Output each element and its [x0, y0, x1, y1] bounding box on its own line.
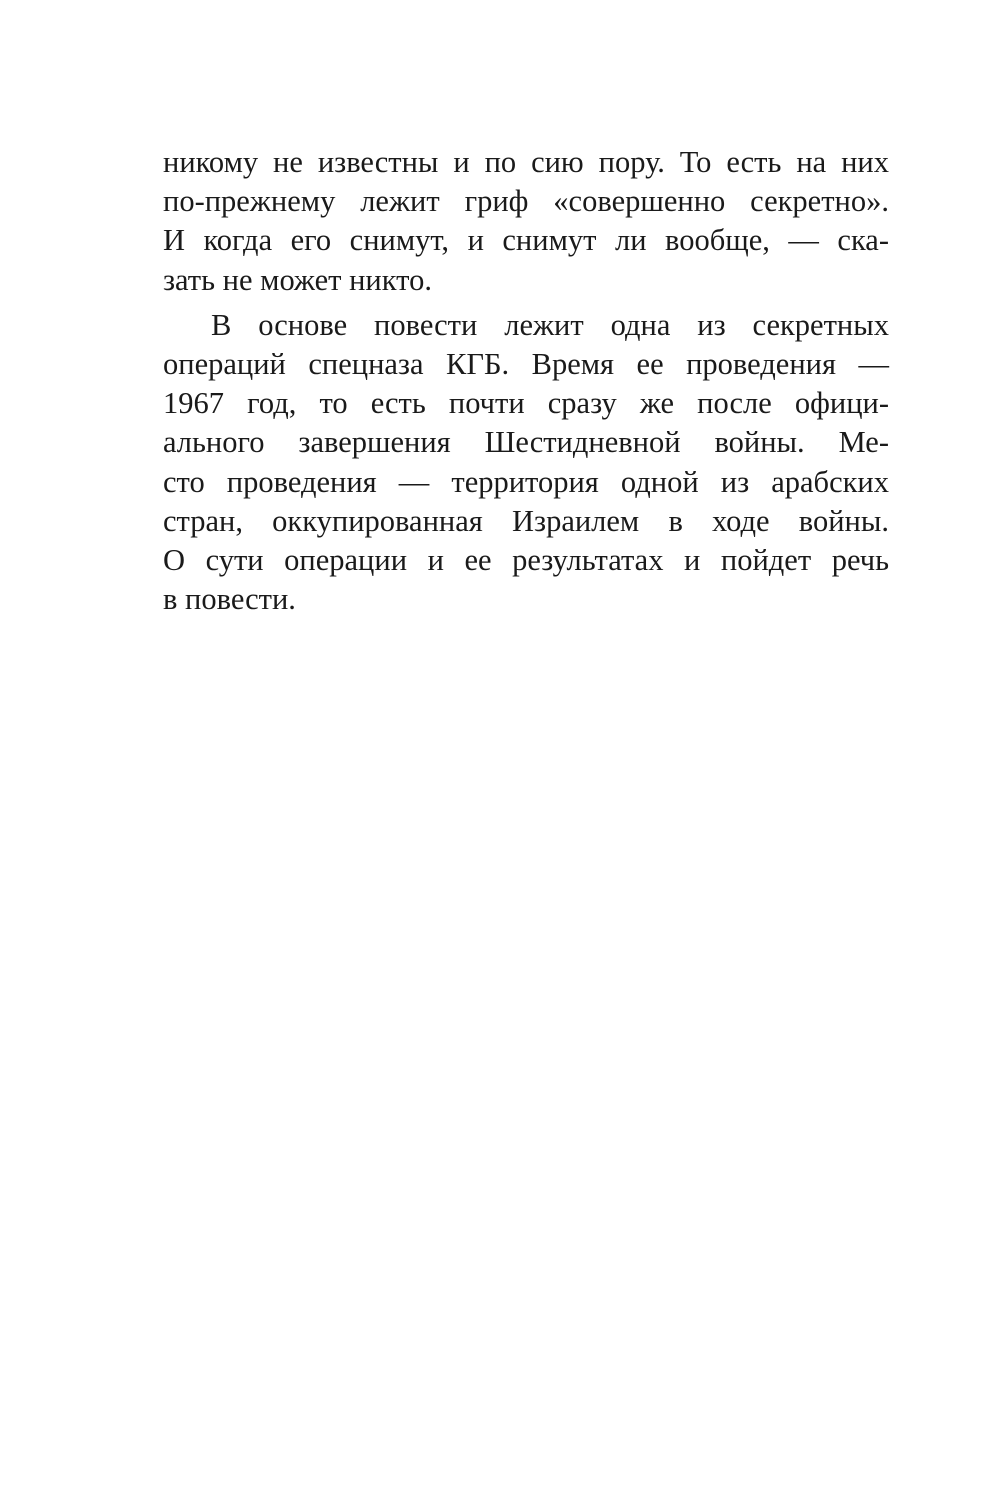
text-line: В основе повести лежит одна из секретных [211, 307, 889, 342]
body-text [163, 143, 889, 619]
text-line: по-прежнему лежит гриф «совершенно секретно». [163, 184, 889, 219]
text-line: сто проведения — территория одной из арабских [163, 464, 889, 499]
paragraph-1 [163, 143, 889, 300]
text-line: И когда его снимут, и снимут ли вообще, — ска- [163, 223, 889, 258]
paragraph-2 [163, 306, 889, 620]
text-line: в повести. [163, 582, 296, 617]
text-line: ального завершения Шестидневной войны. Ме- [163, 425, 889, 460]
text-line: операций спецназа КГБ. Время ее проведения — [163, 346, 889, 381]
text-line: 1967 год, то есть почти сразу же после офици- [163, 386, 889, 421]
text-line: никому не известны и по сию пору. То есть на них [163, 145, 889, 179]
text-line: зать не может никто. [163, 262, 432, 297]
text-line: О сути операции и ее результатах и пойдет речь [163, 542, 889, 577]
text-line: стран, оккупированная Израилем в ходе войны. [163, 503, 889, 538]
